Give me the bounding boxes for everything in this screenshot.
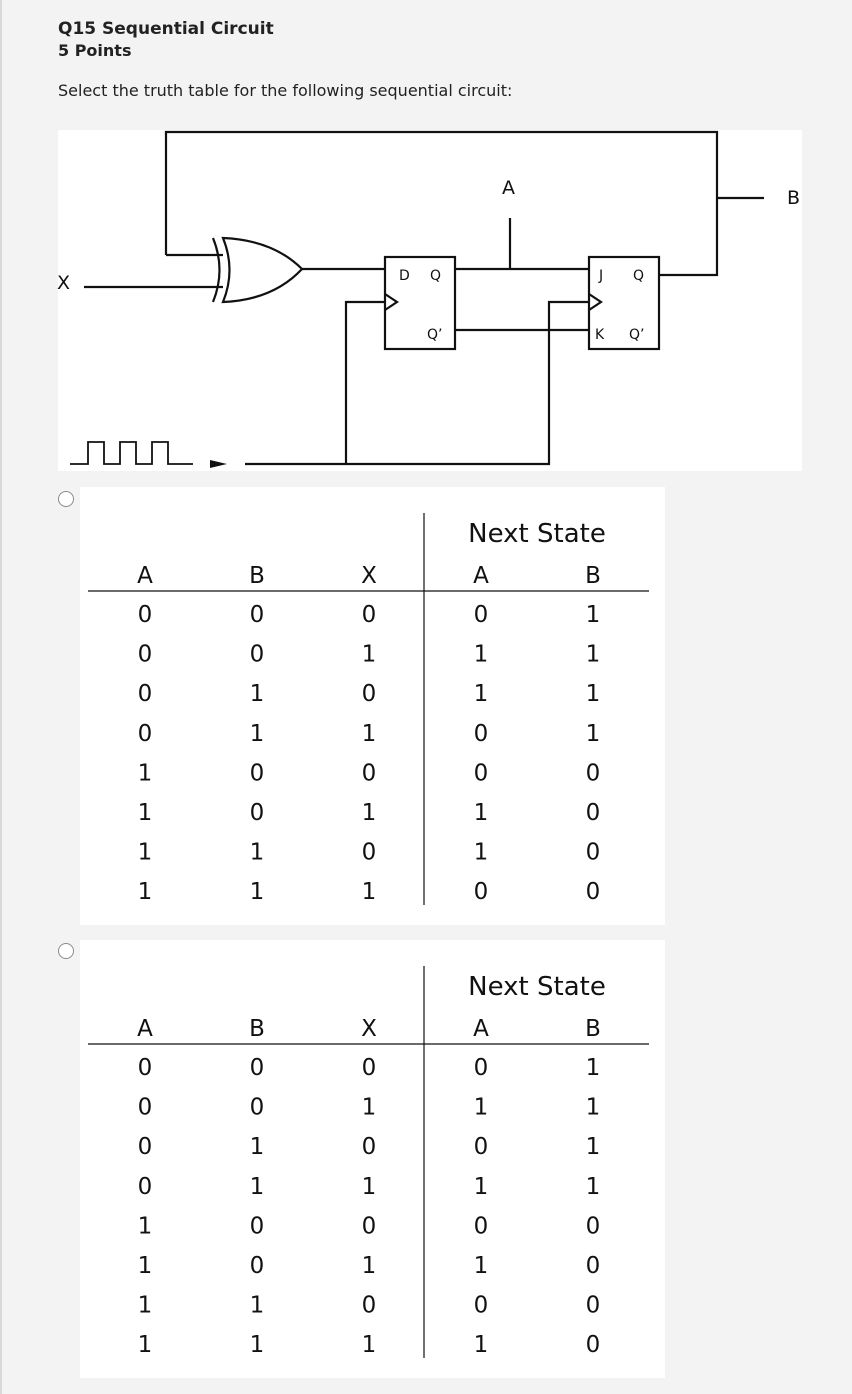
cell-b: 0 <box>249 760 265 787</box>
cell-x: 0 <box>361 681 377 708</box>
cell-a: 0 <box>137 1055 153 1081</box>
cell-next-b: 1 <box>585 1094 601 1121</box>
node-a-label: A <box>502 177 515 199</box>
cell-next-a: 1 <box>473 1332 489 1359</box>
next-state-header: Next State <box>468 972 606 1002</box>
option-2-truth-table <box>80 940 665 1378</box>
cell-b: 1 <box>249 681 265 708</box>
cell-x: 1 <box>361 641 377 668</box>
left-border <box>0 0 2 1394</box>
k-label: K <box>595 327 605 343</box>
cell-a: 1 <box>137 839 153 866</box>
cell-next-b: 0 <box>585 879 601 906</box>
cell-x: 0 <box>361 1292 377 1319</box>
question-title: Q15 Sequential Circuit <box>58 19 274 39</box>
question-prompt: Select the truth table for the following sequential circuit: <box>58 81 513 100</box>
cell-next-a: 1 <box>473 800 489 826</box>
cell-b: 0 <box>249 602 265 628</box>
cell-x: 0 <box>361 1055 377 1081</box>
cell-next-a: 0 <box>473 1055 489 1081</box>
cell-b: 1 <box>249 1134 265 1161</box>
col-header-b: B <box>249 1016 265 1042</box>
output-b-label: B <box>787 187 801 209</box>
cell-b: 0 <box>249 1213 265 1240</box>
cell-next-a: 1 <box>473 839 489 866</box>
option-2-card[interactable] <box>80 940 665 1378</box>
cell-b: 1 <box>249 720 265 747</box>
cell-a: 1 <box>137 760 153 787</box>
col-header-a: A <box>137 1016 153 1042</box>
cell-b: 0 <box>249 1055 265 1081</box>
cell-next-b: 1 <box>585 681 601 708</box>
cell-a: 0 <box>137 720 153 747</box>
cell-b: 1 <box>249 839 265 866</box>
cell-next-a: 0 <box>473 602 489 628</box>
j-label: J <box>599 268 604 284</box>
cell-a: 0 <box>137 1094 153 1121</box>
col-header-x: X <box>361 563 377 589</box>
next-state-header: Next State <box>468 519 606 549</box>
clock-wire-d <box>346 302 385 464</box>
cell-x: 0 <box>361 1134 377 1161</box>
circuit-diagram <box>58 130 802 471</box>
cell-b: 0 <box>249 800 265 826</box>
cell-a: 1 <box>137 800 153 826</box>
feedback-wire <box>166 132 717 275</box>
d-clock-triangle <box>385 294 397 310</box>
cell-next-a: 0 <box>473 1292 489 1319</box>
cell-a: 1 <box>137 879 153 906</box>
cell-x: 1 <box>361 879 377 906</box>
clock-arrow-icon <box>210 460 227 468</box>
col-header-next-b: B <box>585 1016 601 1042</box>
cell-a: 0 <box>137 681 153 708</box>
cell-next-a: 0 <box>473 1213 489 1240</box>
cell-next-b: 1 <box>585 602 601 628</box>
cell-next-a: 1 <box>473 1173 489 1200</box>
cell-next-a: 0 <box>473 879 489 906</box>
cell-next-b: 1 <box>585 641 601 668</box>
cell-b: 1 <box>249 879 265 906</box>
jkq-label: Q <box>633 268 645 284</box>
col-header-next-a: A <box>473 563 489 589</box>
cell-x: 1 <box>361 1173 377 1200</box>
xor-gate <box>223 238 302 302</box>
cell-a: 1 <box>137 1332 153 1359</box>
cell-next-b: 1 <box>585 1173 601 1200</box>
cell-a: 0 <box>137 1173 153 1200</box>
cell-a: 1 <box>137 1213 153 1240</box>
cell-next-a: 1 <box>473 641 489 668</box>
cell-x: 0 <box>361 602 377 628</box>
input-x-label: X <box>57 272 71 294</box>
dq-label: Q <box>430 268 442 284</box>
option-1-radio[interactable] <box>58 491 74 507</box>
question-points: 5 Points <box>58 41 132 60</box>
cell-b: 1 <box>249 1332 265 1359</box>
col-header-next-a: A <box>473 1016 489 1042</box>
cell-next-b: 0 <box>585 839 601 866</box>
clock-pulse-symbol <box>70 442 193 464</box>
cell-next-b: 0 <box>585 1213 601 1240</box>
cell-x: 1 <box>361 1253 377 1279</box>
dqbar-label: Q’ <box>427 327 443 343</box>
option-2-radio[interactable] <box>58 943 74 959</box>
cell-next-a: 1 <box>473 681 489 708</box>
cell-a: 0 <box>137 1134 153 1161</box>
cell-x: 1 <box>361 1332 377 1359</box>
cell-next-a: 0 <box>473 760 489 787</box>
xor-back-curve <box>213 238 220 302</box>
col-header-a: A <box>137 563 153 589</box>
cell-a: 0 <box>137 602 153 628</box>
cell-b: 0 <box>249 1094 265 1121</box>
cell-a: 1 <box>137 1253 153 1279</box>
cell-next-b: 0 <box>585 1332 601 1359</box>
cell-a: 0 <box>137 641 153 668</box>
cell-x: 0 <box>361 839 377 866</box>
cell-x: 1 <box>361 800 377 826</box>
cell-next-a: 1 <box>473 1094 489 1121</box>
cell-x: 1 <box>361 720 377 747</box>
cell-b: 1 <box>249 1292 265 1319</box>
cell-next-b: 0 <box>585 800 601 826</box>
cell-next-b: 1 <box>585 720 601 747</box>
col-header-b: B <box>249 563 265 589</box>
cell-next-a: 1 <box>473 1253 489 1279</box>
cell-b: 0 <box>249 1253 265 1279</box>
cell-b: 0 <box>249 641 265 668</box>
cell-next-b: 0 <box>585 1292 601 1319</box>
clock-wire-jk <box>245 302 589 464</box>
option-1-truth-table <box>80 487 665 925</box>
cell-x: 1 <box>361 1094 377 1121</box>
cell-b: 1 <box>249 1173 265 1200</box>
cell-a: 1 <box>137 1292 153 1319</box>
cell-next-b: 1 <box>585 1134 601 1161</box>
cell-next-b: 0 <box>585 760 601 787</box>
col-header-next-b: B <box>585 563 601 589</box>
jkqbar-label: Q’ <box>629 327 645 343</box>
d-label: D <box>399 268 410 284</box>
cell-next-a: 0 <box>473 720 489 747</box>
circuit-svg <box>58 130 802 471</box>
cell-x: 0 <box>361 760 377 787</box>
option-1-card[interactable] <box>80 487 665 925</box>
cell-next-b: 0 <box>585 1253 601 1279</box>
cell-next-a: 0 <box>473 1134 489 1161</box>
col-header-x: X <box>361 1016 377 1042</box>
cell-next-b: 1 <box>585 1055 601 1081</box>
jk-clock-triangle <box>589 294 601 310</box>
cell-x: 0 <box>361 1213 377 1240</box>
